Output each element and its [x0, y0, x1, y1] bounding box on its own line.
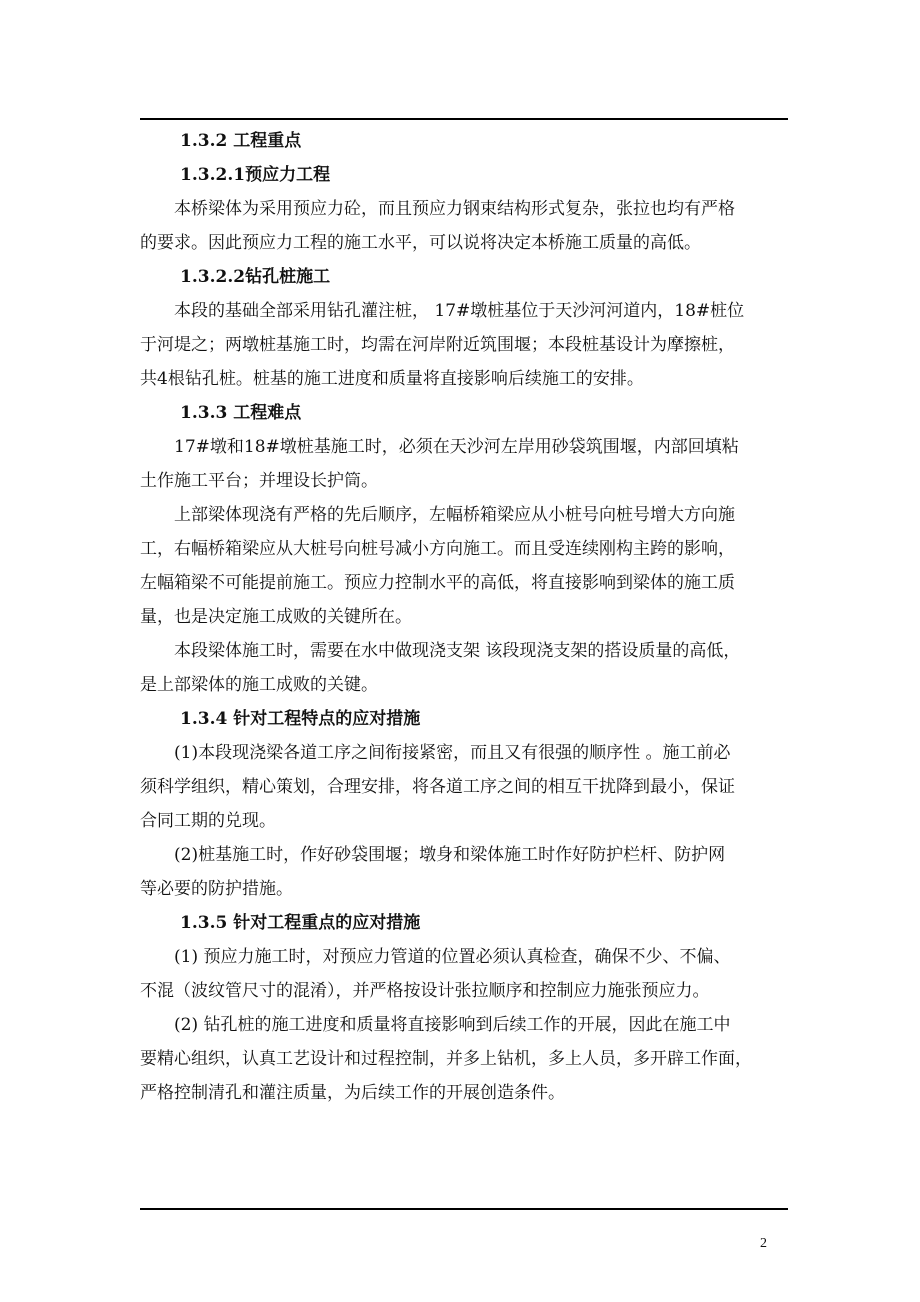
list-item-line: (2) 钻孔桩的施工进度和质量将直接影响到后续工作的开展，因此在施工中 [174, 1015, 731, 1035]
list-item-line: 要精心组织，认真工艺设计和过程控制，并多上钻机，多上人员，多开辟工作面， [140, 1049, 752, 1069]
heading-1-3-4: 1.3.4 针对工程特点的应对措施 [180, 709, 421, 729]
list-item-line: (1)本段现浇梁各道工序之间衔接紧密，而且又有很强的顺序性 。施工前必 [174, 743, 731, 763]
list-item-line: 等必要的防护措施。 [140, 879, 293, 899]
heading-1-3-3: 1.3.3 工程难点 [180, 403, 302, 423]
paragraph-line: 共4根钻孔桩。桩基的施工进度和质量将直接影响后续施工的安排。 [140, 369, 644, 389]
heading-1-3-2: 1.3.2 工程重点 [180, 131, 302, 151]
list-item-line: (1) 预应力施工时，对预应力管道的位置必须认真检查，确保不少、不偏、 [174, 947, 731, 967]
paragraph-line: 本桥梁体为采用预应力砼，而且预应力钢束结构形式复杂，张拉也均有严格 [174, 199, 735, 219]
paragraph-line: 17#墩和18#墩桩基施工时，必须在天沙河左岸用砂袋筑围堰，内部回填粘 [174, 437, 739, 457]
paragraph-line: 于河堤之；两墩桩基施工时，均需在河岸附近筑围堰；本段桩基设计为摩擦桩， [140, 335, 735, 355]
paragraph-line: 的要求。因此预应力工程的施工水平，可以说将决定本桥施工质量的高低。 [140, 233, 701, 253]
footer-rule [140, 1208, 788, 1210]
list-item-line: 合同工期的兑现。 [140, 811, 276, 831]
heading-1-3-2-1: 1.3.2.1预应力工程 [180, 165, 331, 185]
page-number: 2 [760, 1236, 767, 1251]
paragraph-line: 土作施工平台；并埋设长护筒。 [140, 471, 378, 491]
document-body [140, 124, 788, 1110]
paragraph-line: 本段的基础全部采用钻孔灌注桩， 17#墩桩基位于天沙河河道内，18#桩位 [174, 301, 745, 321]
list-item-line: 不混（波纹管尺寸的混淆），并严格按设计张拉顺序和控制应力施张预应力。 [140, 981, 710, 1001]
list-item-line: (2)桩基施工时，作好砂袋围堰；墩身和梁体施工时作好防护栏杆、防护网 [174, 845, 726, 865]
header-rule [140, 118, 788, 120]
paragraph-line: 上部梁体现浇有严格的先后顺序，左幅桥箱梁应从小桩号向桩号增大方向施 [174, 505, 735, 525]
paragraph-line: 量，也是决定施工成败的关键所在。 [140, 607, 412, 627]
list-item-line: 须科学组织，精心策划，合理安排，将各道工序之间的相互干扰降到最小，保证 [140, 777, 735, 797]
heading-1-3-5: 1.3.5 针对工程重点的应对措施 [180, 913, 421, 933]
paragraph-line: 工，右幅桥箱梁应从大桩号向桩号减小方向施工。而且受连续刚构主跨的影响， [140, 539, 735, 559]
paragraph-line: 本段梁体施工时，需要在水中做现浇支架 该段现浇支架的搭设质量的高低， [174, 641, 741, 661]
paragraph-line: 是上部梁体的施工成败的关键。 [140, 675, 378, 695]
paragraph-line: 左幅箱梁不可能提前施工。预应力控制水平的高低，将直接影响到梁体的施工质 [140, 573, 735, 593]
list-item-line: 严格控制清孔和灌注质量，为后续工作的开展创造条件。 [140, 1083, 565, 1103]
heading-1-3-2-2: 1.3.2.2钻孔桩施工 [180, 267, 331, 287]
